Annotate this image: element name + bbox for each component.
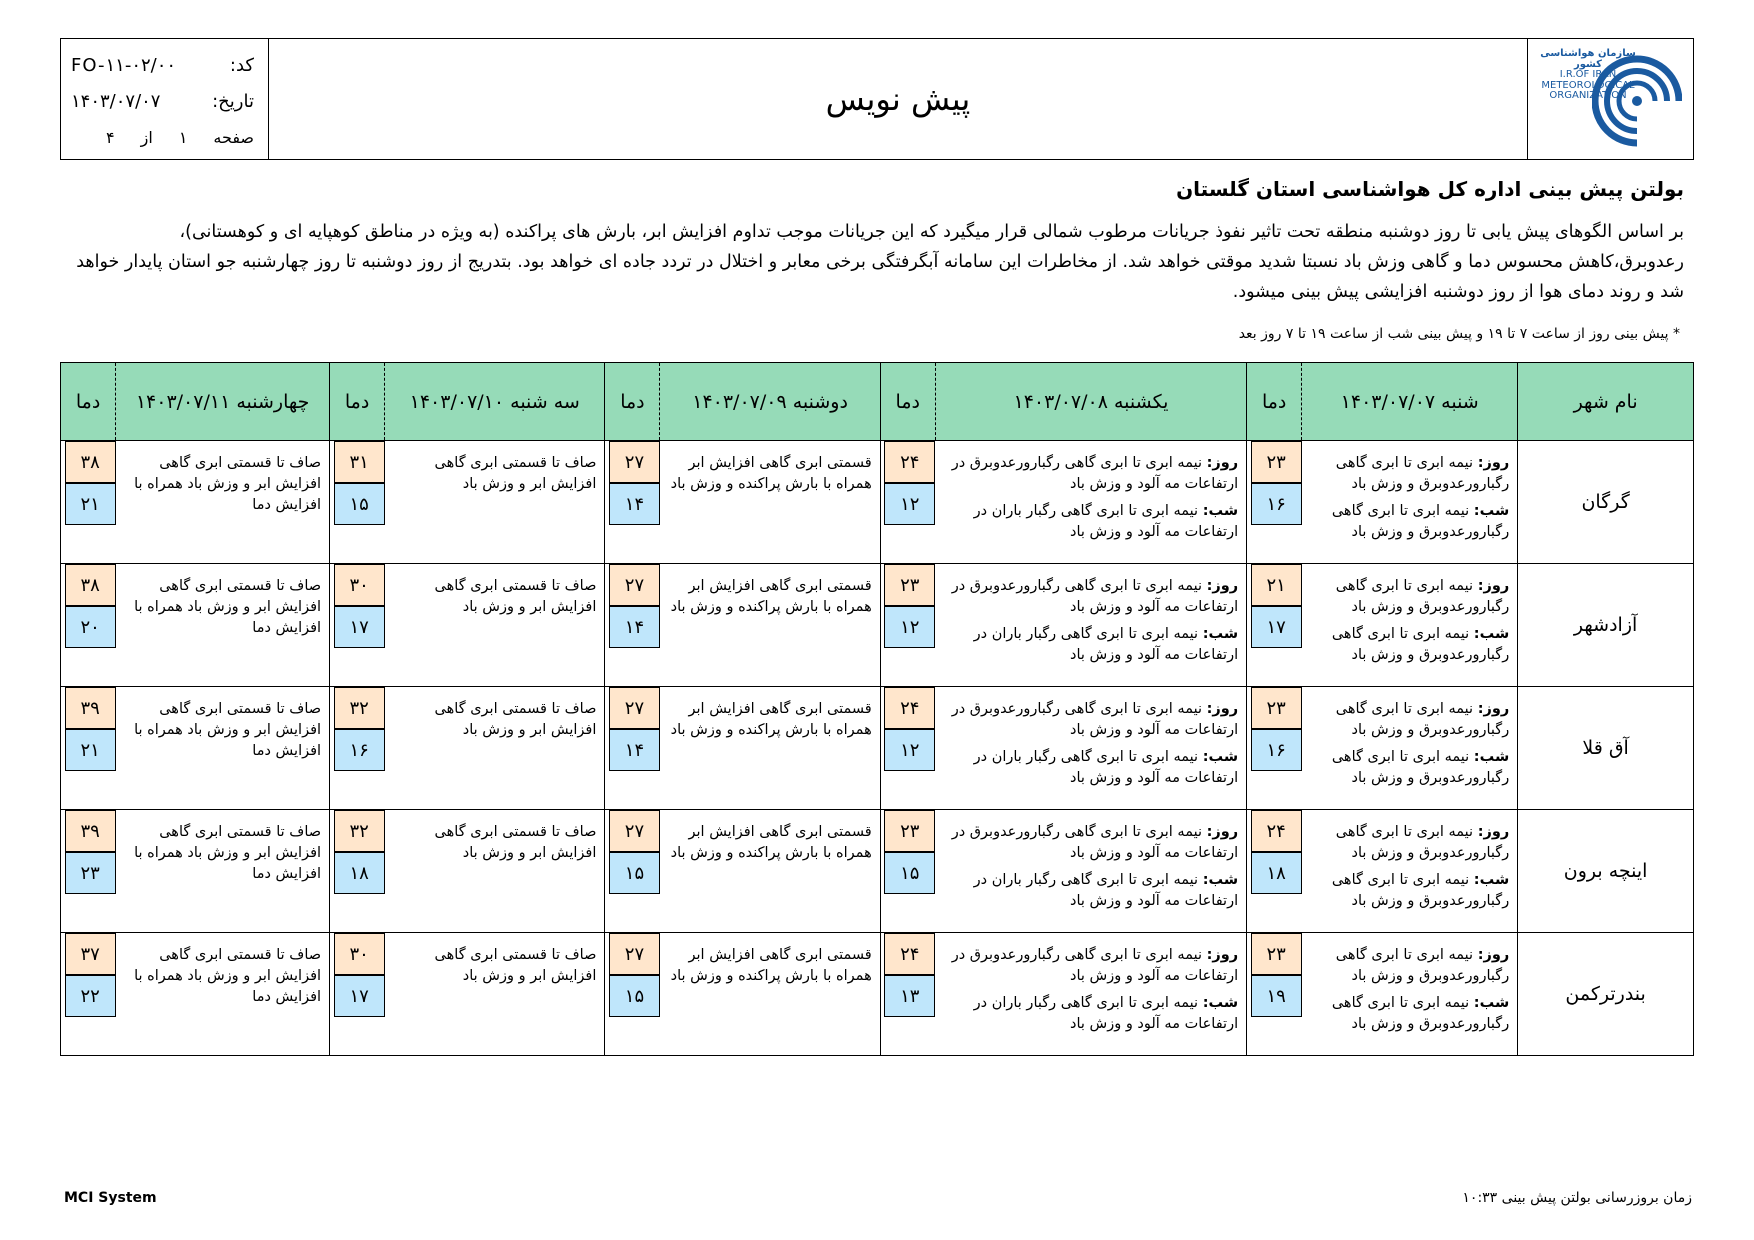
day-forecast-text: نیمه ابری تا ابری گاهی رگبارورعدوبرق و وزش باد — [1335, 824, 1510, 861]
forecast-cell: صاف تا قسمتی ابری گاهی افزایش ابر و وزش باد همراه با افزایش دما — [116, 933, 330, 1056]
temp-cell — [880, 810, 935, 933]
spiral-logo-icon — [1592, 53, 1682, 147]
bulletin-text: بر اساس الگوهای پیش یابی تا روز دوشنبه منطقه تحت تاثیر نفوذ جریانات مرطوب شمالی قرار میگیرد که این جریانات موجب تداوم افزایش ابر، بارش های پراکنده (به ویژه در مناطق کوهپایه ای و کوهستانی)، رعدوبرق،کاهش محسوس دما و گاهی وزش باد نسبتا شدید موقتی خواهد شد. از مخاطرات این سامانه آبگرفتگی برخی معابر و اختلال در تردد جاده ای خواهد بود. بتدریج از روز دوشنبه تا روز چهارشنبه جو استان پایدار خواهد شد و روند دمای هوا از روز دوشنبه افزایشی پیش بینی میشود. — [76, 222, 1684, 302]
max-temp: ۲۳ — [1251, 687, 1302, 729]
table-header-row — [61, 363, 1694, 441]
forecast-cell: صاف تا قسمتی ابری گاهی افزایش ابر و وزش باد — [385, 441, 605, 564]
temp-cell — [605, 933, 660, 1056]
update-time: ۱۰:۳۳ — [1462, 1190, 1498, 1206]
temp-cell — [61, 810, 116, 933]
forecast-cell — [935, 687, 1246, 810]
day-forecast — [941, 822, 1238, 864]
day-forecast-text: نیمه ابری تا ابری گاهی رگبارورعدوبرق در ارتفاعات مه آلود و وزش باد — [951, 701, 1239, 738]
min-temp: ۱۲ — [884, 606, 935, 648]
max-temp: ۳۹ — [65, 810, 116, 852]
day-label: روز: — [1477, 947, 1510, 963]
date-row — [71, 83, 254, 119]
night-forecast — [1308, 624, 1510, 666]
temp-header: دما — [605, 363, 660, 441]
forecast-cell: قسمتی ابری گاهی افزایش ابر همراه با بارش پراکنده و وزش باد — [660, 564, 880, 687]
temp-cell — [1247, 810, 1302, 933]
temp-cell — [1247, 687, 1302, 810]
document-header — [60, 38, 1694, 160]
night-label: شب: — [1202, 626, 1239, 642]
day-forecast-text: نیمه ابری تا ابری گاهی رگبارورعدوبرق و وزش باد — [1335, 578, 1510, 615]
min-temp: ۱۴ — [609, 483, 660, 525]
min-temp: ۲۰ — [65, 606, 116, 648]
day-forecast-text: نیمه ابری تا ابری گاهی رگبارورعدوبرق و وزش باد — [1335, 701, 1510, 738]
temp-cell — [330, 564, 385, 687]
forecast-cell: صاف تا قسمتی ابری گاهی افزایش ابر و وزش باد همراه با افزایش دما — [116, 441, 330, 564]
temp-cell — [880, 687, 935, 810]
forecast-cell — [935, 441, 1246, 564]
day-label: روز: — [1206, 824, 1239, 840]
min-temp: ۱۸ — [1251, 852, 1302, 894]
min-temp: ۱۷ — [1251, 606, 1302, 648]
temp-header: دما — [1247, 363, 1302, 441]
forecast-cell — [935, 933, 1246, 1056]
day-header: یکشنبه ۱۴۰۳/۰۷/۰۸ — [935, 363, 1246, 441]
min-temp: ۱۷ — [334, 975, 385, 1017]
night-forecast — [941, 624, 1238, 666]
table-row — [61, 564, 1694, 687]
max-temp: ۲۳ — [1251, 441, 1302, 483]
day-forecast-text: نیمه ابری تا ابری گاهی رگبارورعدوبرق در ارتفاعات مه آلود و وزش باد — [951, 455, 1239, 492]
forecast-cell — [935, 564, 1246, 687]
forecast-cell: صاف تا قسمتی ابری گاهی افزایش ابر و وزش باد — [385, 933, 605, 1056]
min-temp: ۱۵ — [609, 852, 660, 894]
logo-text-en2: METEOROLOGICAL — [1541, 79, 1635, 91]
max-temp: ۳۲ — [334, 810, 385, 852]
min-temp: ۲۱ — [65, 729, 116, 771]
max-temp: ۲۷ — [609, 810, 660, 852]
min-temp: ۲۱ — [65, 483, 116, 525]
date-label: تاریخ: — [212, 90, 254, 112]
code-label: کد: — [229, 54, 254, 76]
max-temp: ۳۱ — [334, 441, 385, 483]
day-header: سه شنبه ۱۴۰۳/۰۷/۱۰ — [385, 363, 605, 441]
max-temp: ۲۷ — [609, 687, 660, 729]
forecast-cell: صاف تا قسمتی ابری گاهی افزایش ابر و وزش باد همراه با افزایش دما — [116, 810, 330, 933]
max-temp: ۲۴ — [884, 687, 935, 729]
night-forecast-text: نیمه ابری تا ابری گاهی رگبار باران در ارتفاعات مه آلود و وزش باد — [973, 995, 1239, 1032]
day-forecast — [941, 453, 1238, 495]
max-temp: ۲۴ — [1251, 810, 1302, 852]
forecast-cell — [935, 810, 1246, 933]
system-name: MCI System — [64, 1190, 157, 1206]
night-forecast-text: نیمه ابری تا ابری گاهی رگبار باران در ارتفاعات مه آلود و وزش باد — [973, 872, 1239, 909]
night-label: شب: — [1473, 995, 1510, 1011]
min-temp: ۱۵ — [334, 483, 385, 525]
forecast-cell: قسمتی ابری گاهی افزایش ابر همراه با بارش پراکنده و وزش باد — [660, 687, 880, 810]
max-temp: ۲۴ — [884, 441, 935, 483]
min-temp: ۲۲ — [65, 975, 116, 1017]
city-name: بندرترکمن — [1518, 933, 1694, 1056]
night-forecast-text: نیمه ابری تا ابری گاهی رگبارورعدوبرق و وزش باد — [1331, 503, 1510, 540]
temp-cell — [605, 441, 660, 564]
night-forecast-text: نیمه ابری تا ابری گاهی رگبار باران در ارتفاعات مه آلود و وزش باد — [973, 626, 1239, 663]
night-forecast-text: نیمه ابری تا ابری گاهی رگبارورعدوبرق و وزش باد — [1331, 626, 1510, 663]
night-forecast — [1308, 870, 1510, 912]
temp-header: دما — [330, 363, 385, 441]
temp-cell — [1247, 933, 1302, 1056]
night-label: شب: — [1202, 503, 1239, 519]
temp-cell — [330, 687, 385, 810]
forecast-cell — [1302, 687, 1518, 810]
day-label: روز: — [1206, 947, 1239, 963]
night-label: شب: — [1202, 749, 1239, 765]
min-temp: ۱۲ — [884, 483, 935, 525]
night-forecast-text: نیمه ابری تا ابری گاهی رگبار باران در ارتفاعات مه آلود و وزش باد — [973, 749, 1239, 786]
document-meta — [61, 39, 269, 159]
forecast-cell: صاف تا قسمتی ابری گاهی افزایش ابر و وزش باد — [385, 687, 605, 810]
day-label: روز: — [1477, 824, 1510, 840]
city-name: آزادشهر — [1518, 564, 1694, 687]
logo-text-fa: سازمان هواشناسی کشور — [1540, 48, 1636, 70]
max-temp: ۳۰ — [334, 933, 385, 975]
table-row — [61, 687, 1694, 810]
day-label: روز: — [1206, 578, 1239, 594]
forecast-cell: قسمتی ابری گاهی افزایش ابر همراه با بارش پراکنده و وزش باد — [660, 933, 880, 1056]
temp-cell — [605, 810, 660, 933]
day-forecast — [941, 699, 1238, 741]
temp-cell — [330, 441, 385, 564]
temp-cell — [61, 564, 116, 687]
forecast-cell — [1302, 810, 1518, 933]
max-temp: ۳۷ — [65, 933, 116, 975]
bulletin-note: * پیش بینی روز از ساعت ۷ تا ۱۹ و پیش بینی شب از ساعت ۱۹ تا ۷ روز بعد — [1238, 326, 1680, 342]
night-label: شب: — [1202, 995, 1239, 1011]
day-forecast-text: نیمه ابری تا ابری گاهی رگبارورعدوبرق و وزش باد — [1335, 947, 1510, 984]
temp-cell — [1247, 564, 1302, 687]
day-header: دوشنبه ۱۴۰۳/۰۷/۰۹ — [660, 363, 880, 441]
night-forecast-text: نیمه ابری تا ابری گاهی رگبارورعدوبرق و وزش باد — [1331, 995, 1510, 1032]
city-name: گرگان — [1518, 441, 1694, 564]
table-row — [61, 810, 1694, 933]
min-temp: ۱۷ — [334, 606, 385, 648]
day-forecast — [1308, 822, 1510, 864]
night-forecast — [941, 870, 1238, 912]
night-label: شب: — [1473, 872, 1510, 888]
night-forecast — [1308, 747, 1510, 789]
forecast-table — [60, 362, 1694, 1056]
day-forecast — [1308, 576, 1510, 618]
min-temp: ۱۴ — [609, 606, 660, 648]
max-temp: ۲۳ — [884, 564, 935, 606]
temp-cell — [605, 687, 660, 810]
night-forecast-text: نیمه ابری تا ابری گاهی رگبار باران در ارتفاعات مه آلود و وزش باد — [973, 503, 1239, 540]
temp-cell — [330, 810, 385, 933]
max-temp: ۳۲ — [334, 687, 385, 729]
temp-cell — [880, 564, 935, 687]
forecast-cell: قسمتی ابری گاهی افزایش ابر همراه با بارش پراکنده و وزش باد — [660, 810, 880, 933]
day-label: روز: — [1206, 455, 1239, 471]
forecast-cell: قسمتی ابری گاهی افزایش ابر همراه با بارش پراکنده و وزش باد — [660, 441, 880, 564]
night-forecast — [1308, 993, 1510, 1035]
day-label: روز: — [1477, 701, 1510, 717]
code-row — [71, 47, 254, 83]
day-header: چهارشنبه ۱۴۰۳/۰۷/۱۱ — [116, 363, 330, 441]
city-name: اینچه برون — [1518, 810, 1694, 933]
max-temp: ۲۳ — [1251, 933, 1302, 975]
table-row — [61, 933, 1694, 1056]
temp-header: دما — [880, 363, 935, 441]
night-label: شب: — [1473, 626, 1510, 642]
forecast-cell: صاف تا قسمتی ابری گاهی افزایش ابر و وزش باد همراه با افزایش دما — [116, 564, 330, 687]
min-temp: ۱۳ — [884, 975, 935, 1017]
page-row — [71, 119, 254, 155]
page-total: ۴ — [106, 127, 115, 147]
page-label: صفحه — [213, 127, 254, 147]
temp-cell — [1247, 441, 1302, 564]
min-temp: ۱۶ — [1251, 729, 1302, 771]
day-label: روز: — [1206, 701, 1239, 717]
temp-cell — [61, 441, 116, 564]
day-forecast — [1308, 945, 1510, 987]
max-temp: ۳۰ — [334, 564, 385, 606]
page-of: از — [140, 127, 153, 147]
max-temp: ۲۷ — [609, 933, 660, 975]
city-name: آق قلا — [1518, 687, 1694, 810]
night-label: شب: — [1202, 872, 1239, 888]
day-forecast-text: نیمه ابری تا ابری گاهی رگبارورعدوبرق در ارتفاعات مه آلود و وزش باد — [951, 947, 1239, 984]
min-temp: ۱۲ — [884, 729, 935, 771]
min-temp: ۱۶ — [1251, 483, 1302, 525]
max-temp: ۳۹ — [65, 687, 116, 729]
night-label: شب: — [1473, 749, 1510, 765]
update-time-footer — [1462, 1190, 1692, 1206]
min-temp: ۱۴ — [609, 729, 660, 771]
page-title: پیش نویس — [825, 80, 971, 118]
min-temp: ۱۸ — [334, 852, 385, 894]
day-forecast — [1308, 699, 1510, 741]
max-temp: ۳۸ — [65, 441, 116, 483]
day-forecast-text: نیمه ابری تا ابری گاهی رگبارورعدوبرق در ارتفاعات مه آلود و وزش باد — [951, 578, 1239, 615]
day-label: روز: — [1477, 455, 1510, 471]
night-forecast-text: نیمه ابری تا ابری گاهی رگبارورعدوبرق و وزش باد — [1331, 749, 1510, 786]
date-value: ۱۴۰۳/۰۷/۰۷ — [71, 90, 161, 112]
night-forecast — [941, 993, 1238, 1035]
temp-cell — [330, 933, 385, 1056]
logo-text-en3: ORGANIZATION — [1549, 90, 1627, 101]
temp-header: دما — [61, 363, 116, 441]
max-temp: ۲۳ — [884, 810, 935, 852]
forecast-cell: صاف تا قسمتی ابری گاهی افزایش ابر و وزش باد — [385, 564, 605, 687]
max-temp: ۲۷ — [609, 441, 660, 483]
temp-cell — [605, 564, 660, 687]
day-forecast — [1308, 453, 1510, 495]
temp-cell — [61, 687, 116, 810]
day-forecast — [941, 576, 1238, 618]
day-header: شنبه ۱۴۰۳/۰۷/۰۷ — [1302, 363, 1518, 441]
min-temp: ۱۶ — [334, 729, 385, 771]
page-current: ۱ — [178, 127, 188, 147]
min-temp: ۱۵ — [884, 852, 935, 894]
organization-logo — [1527, 39, 1693, 159]
code-value: FO-۱۱-۰۲/۰۰ — [71, 54, 177, 76]
bulletin-title: بولتن پیش بینی اداره کل هواشناسی استان گلستان — [1176, 177, 1684, 201]
night-forecast — [941, 747, 1238, 789]
logo-text-en1: I.R.OF IRAN — [1559, 69, 1617, 80]
min-temp: ۲۳ — [65, 852, 116, 894]
update-label: زمان بروزرسانی بولتن پیش بینی — [1501, 1190, 1692, 1206]
temp-cell — [880, 441, 935, 564]
forecast-cell: صاف تا قسمتی ابری گاهی افزایش ابر و وزش باد — [385, 810, 605, 933]
max-temp: ۲۷ — [609, 564, 660, 606]
max-temp: ۲۴ — [884, 933, 935, 975]
temp-cell — [880, 933, 935, 1056]
temp-cell — [61, 933, 116, 1056]
min-temp: ۱۹ — [1251, 975, 1302, 1017]
night-forecast — [941, 501, 1238, 543]
max-temp: ۲۱ — [1251, 564, 1302, 606]
forecast-cell — [1302, 441, 1518, 564]
forecast-cell — [1302, 564, 1518, 687]
night-label: شب: — [1473, 503, 1510, 519]
day-label: روز: — [1477, 578, 1510, 594]
forecast-cell — [1302, 933, 1518, 1056]
day-forecast — [941, 945, 1238, 987]
day-forecast-text: نیمه ابری تا ابری گاهی رگبارورعدوبرق و وزش باد — [1335, 455, 1510, 492]
day-forecast-text: نیمه ابری تا ابری گاهی رگبارورعدوبرق در ارتفاعات مه آلود و وزش باد — [951, 824, 1239, 861]
night-forecast-text: نیمه ابری تا ابری گاهی رگبارورعدوبرق و وزش باد — [1331, 872, 1510, 909]
max-temp: ۳۸ — [65, 564, 116, 606]
night-forecast — [1308, 501, 1510, 543]
city-header: نام شهر — [1518, 363, 1694, 441]
forecast-cell: صاف تا قسمتی ابری گاهی افزایش ابر و وزش باد همراه با افزایش دما — [116, 687, 330, 810]
table-row — [61, 441, 1694, 564]
min-temp: ۱۵ — [609, 975, 660, 1017]
